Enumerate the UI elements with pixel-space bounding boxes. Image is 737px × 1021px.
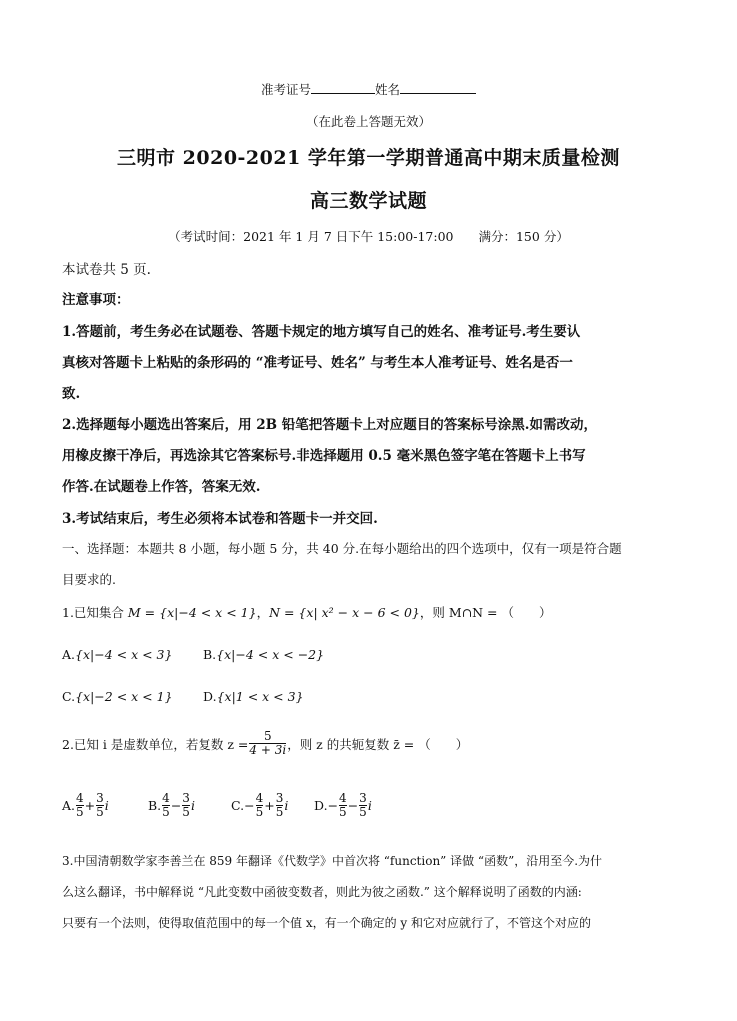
page-title: 三明市 2020-2021 学年第一学期普通高中期末质量检测 [117, 147, 620, 169]
q2-prefix: 2.已知 i 是虚数单位，若复数 z = [62, 736, 249, 752]
q1-suffix: ，则 M∩N = （ ） [419, 605, 552, 620]
q1-set-m: M = {x|−4 < x < 1} [127, 605, 257, 620]
question-3-line-2: 么这么翻译，书中解释说 “凡此变数中函彼变数者，则此为彼之函数.” 这个解释说明了函数的内涵: [62, 885, 582, 899]
header-fields [0, 80, 737, 98]
header-note: （在此卷上答题无效） [305, 114, 431, 129]
exam-info: （考试时间：2021 年 1 月 7 日下午 15:00-17:00 满分：150 分） [168, 229, 569, 244]
pages-note: 本试卷共 5 页. [62, 262, 151, 278]
q1-option-b: B.{x|−4 < x < −2} [203, 647, 325, 662]
question-1-stem [62, 603, 551, 621]
q2-option-d: D. − $\frac{4}{5}$ − $\frac{3}{5}$ i [314, 791, 372, 819]
q2-suffix: ，则 z 的共轭复数 z̄ = （ ） [287, 736, 469, 752]
section-1-line-2: 目要求的. [62, 572, 116, 587]
q2-option-a: A. $\frac{4}{5}$ + $\frac{3}{5}$ i [62, 791, 109, 819]
q1-set-n: N = {x| x² − x − 6 < 0} [269, 605, 420, 620]
notice-item-1-line-1: 1.答题前，考生务必在试题卷、答题卡规定的地方填写自己的姓名、准考证号.考生要认 [62, 324, 581, 340]
notice-heading: 注意事项： [62, 292, 130, 308]
question-3-line-3: 只要有一个法则，使得取值范围中的每一个值 x，有一个确定的 y 和它对应就行了，不管这个对应的 [62, 916, 591, 930]
q2-option-b: B. $\frac{4}{5}$ − $\frac{3}{5}$ i [148, 791, 195, 819]
notice-item-2-line-3: 作答.在试题卷上作答，答案无效. [62, 479, 261, 495]
q1-option-c: C.{x|−2 < x < 1} [62, 689, 173, 704]
notice-item-1-line-2: 真核对答题卡上粘贴的条形码的 “准考证号、姓名” 与考生本人准考证号、姓名是否一 [62, 355, 573, 371]
notice-item-2-line-1: 2.选择题每小题选出答案后，用 2B 铅笔把答题卡上对应题目的答案标号涂黑.如需改动， [62, 417, 597, 433]
q2-option-c: C. − $\frac{4}{5}$ + $\frac{3}{5}$ i [231, 791, 289, 819]
q2-fraction: $\frac{5}{4 + 3i}$ [249, 729, 287, 757]
q1-option-d: D.{x|1 < x < 3} [203, 689, 304, 704]
exam-id-label: 准考证号 [260, 82, 311, 97]
q1-option-a: A.{x|−4 < x < 3} [62, 647, 173, 662]
notice-item-1-line-3: 致. [62, 386, 81, 402]
exam-id-blank [311, 81, 375, 94]
q1-sep: ， [256, 605, 270, 620]
name-label: 姓名 [375, 82, 401, 97]
question-2-stem [62, 730, 468, 757]
page-subtitle: 高三数学试题 [309, 190, 427, 212]
notice-item-2-line-2: 用橡皮擦干净后，再选涂其它答案标号.非选择题用 0.5 毫米黑色签字笔在答题卡上书写 [62, 448, 586, 464]
section-1-line-1: 一、选择题：本题共 8 小题，每小题 5 分，共 40 分.在每小题给出的四个选项中，仅有一项是符合题 [62, 541, 622, 556]
name-blank [400, 81, 476, 94]
notice-item-3-line-1: 3.考试结束后，考生必须将本试卷和答题卡一并交回. [62, 511, 378, 527]
q1-prefix: 1.已知集合 [62, 605, 128, 620]
question-3-line-1: 3.中国清朝数学家李善兰在 859 年翻译《代数学》中首次将 “function” 译做 “函数”，沿用至今.为什 [62, 854, 603, 868]
